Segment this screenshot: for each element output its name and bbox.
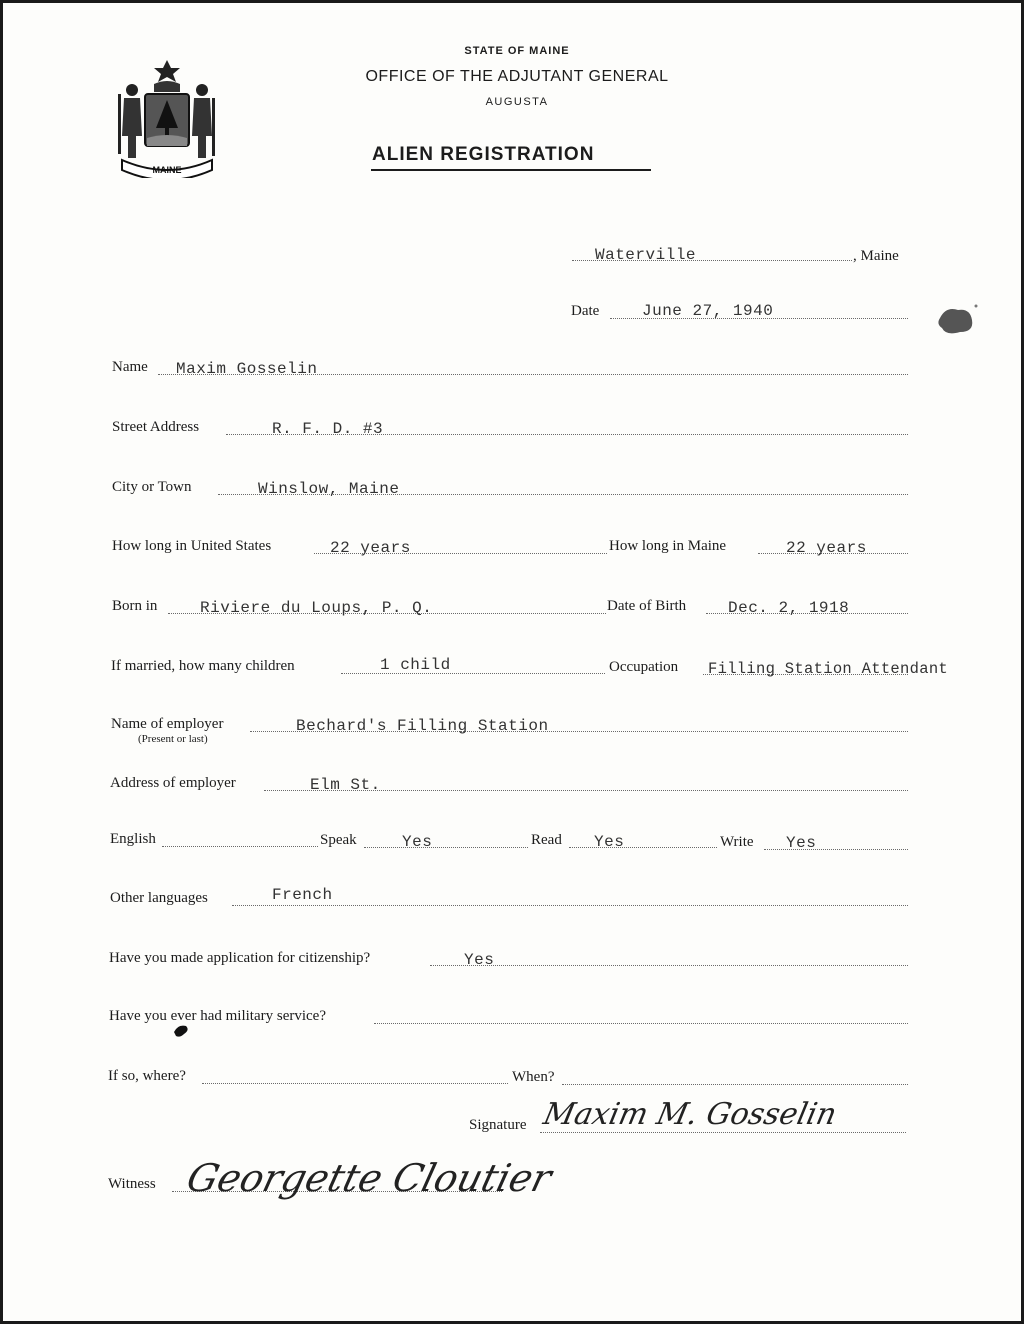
employer-value: Bechard's Filling Station — [296, 717, 549, 735]
english-line — [162, 846, 318, 847]
employer-label: Name of employer — [111, 716, 224, 732]
occupation-value: Filling Station Attendant — [708, 660, 949, 678]
where-line — [202, 1083, 508, 1084]
military-label: Have you ever had military service? — [109, 1008, 326, 1024]
write-value: Yes — [786, 834, 817, 852]
employer-address-label: Address of employer — [110, 775, 236, 791]
years-us-value: 22 years — [330, 539, 411, 557]
where-label: If so, where? — [108, 1068, 186, 1084]
witness-label: Witness — [108, 1176, 156, 1192]
street-address-label: Street Address — [112, 419, 200, 435]
other-languages-label: Other languages — [110, 890, 208, 906]
read-value: Yes — [594, 833, 625, 851]
children-value: 1 child — [380, 656, 451, 674]
name-value: Maxim Gosselin — [176, 360, 318, 378]
signature-value: Maxim M. Gosselin — [540, 1097, 840, 1132]
other-languages-line — [232, 905, 908, 906]
office-heading: OFFICE OF THE ADJUTANT GENERAL — [365, 68, 669, 85]
signature-line — [540, 1132, 906, 1133]
name-label: Name — [112, 359, 148, 375]
state-heading: STATE OF MAINE — [464, 45, 570, 57]
when-label: When? — [512, 1069, 555, 1085]
other-languages-value: French — [272, 886, 333, 904]
born-in-label: Born in — [112, 598, 158, 614]
birth-date-value: Dec. 2, 1918 — [728, 599, 850, 617]
title-underline — [371, 169, 651, 171]
birth-date-label: Date of Birth — [607, 598, 687, 614]
years-us-label: How long in United States — [112, 538, 272, 554]
scan-border-top — [0, 0, 1024, 3]
speak-line — [364, 847, 528, 848]
citizenship-label: Have you made application for citizenship? — [109, 950, 371, 966]
english-label: English — [110, 831, 156, 847]
employer-sublabel: (Present or last) — [138, 733, 208, 745]
place-state-label: , Maine — [853, 248, 899, 264]
city-label: City or Town — [112, 479, 192, 495]
form-title: ALIEN REGISTRATION — [372, 144, 595, 165]
signature-label: Signature — [469, 1117, 527, 1133]
city-value: Winslow, Maine — [258, 480, 400, 498]
witness-value: Georgette Cloutier — [182, 1156, 556, 1200]
occupation-label: Occupation — [609, 659, 679, 675]
read-line — [569, 847, 717, 848]
date-value: June 27, 1940 — [642, 302, 774, 320]
when-line — [562, 1084, 908, 1085]
city-heading: AUGUSTA — [485, 96, 549, 108]
speak-label: Speak — [320, 832, 357, 848]
years-maine-label: How long in Maine — [609, 538, 727, 554]
ink-blot — [932, 300, 982, 340]
born-in-value: Riviere du Loups, P. Q. — [200, 599, 433, 617]
write-label: Write — [720, 834, 754, 850]
citizenship-value: Yes — [464, 951, 495, 969]
street-address-value: R. F. D. #3 — [272, 420, 384, 438]
children-label: If married, how many children — [111, 658, 295, 674]
read-label: Read — [531, 832, 562, 848]
years-maine-value: 22 years — [786, 539, 867, 557]
scan-border-left — [0, 0, 3, 1324]
military-line — [374, 1023, 908, 1024]
ink-mark — [172, 1022, 192, 1040]
place-value: Waterville — [595, 246, 697, 264]
speak-value: Yes — [402, 833, 433, 851]
employer-address-value: Elm St. — [310, 776, 381, 794]
citizenship-line — [430, 965, 908, 966]
seal-banner-text: MAINE — [152, 165, 182, 175]
date-label: Date — [571, 303, 600, 319]
